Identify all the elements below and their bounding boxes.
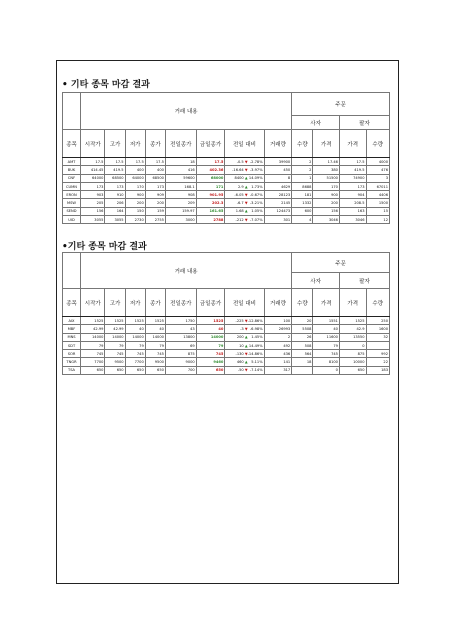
vol-cell: 8 <box>264 174 292 182</box>
q2-cell: 250 <box>366 317 390 325</box>
chg-cell <box>225 358 264 366</box>
low-cell: 64000 <box>125 174 145 182</box>
ticker-cell: SOR <box>63 350 81 358</box>
q1-cell: 508 <box>292 341 313 349</box>
prev-cell: 9000 <box>165 358 196 366</box>
close-cell: 173 <box>145 182 165 190</box>
high-cell: 79 <box>105 341 125 349</box>
prev-cell: 416 <box>165 166 196 174</box>
column-header: 가격 <box>339 130 366 158</box>
p1-cell: 0 <box>313 366 340 374</box>
change-percent: 14.09% <box>248 176 263 181</box>
change-value: -50 <box>237 368 244 373</box>
down-arrow-icon: ▼ <box>243 351 248 356</box>
ticker-cell: MBF <box>63 325 81 333</box>
ticker-cell: TSA <box>63 366 81 374</box>
vol-cell: 450 <box>264 166 292 174</box>
q1-cell: 600 <box>292 207 313 215</box>
column-header: 고가 <box>105 130 125 158</box>
low-cell: 900 <box>125 191 145 199</box>
chg-cell <box>225 174 264 182</box>
table-row <box>63 350 390 358</box>
down-arrow-icon: ▼ <box>243 217 248 222</box>
p2-cell: 163 <box>339 207 366 215</box>
q1-cell: 181 <box>292 191 313 199</box>
change-value: 1.68 <box>235 209 244 214</box>
vol-cell: 26993 <box>264 325 292 333</box>
p2-cell: 13550 <box>339 333 366 341</box>
close-cell: 200 <box>145 199 165 207</box>
chg-cell <box>225 199 264 207</box>
close-cell: 40 <box>145 325 165 333</box>
today-cell: 2788 <box>196 216 225 224</box>
close-cell: 9500 <box>145 358 165 366</box>
p1-cell: 40 <box>313 325 340 333</box>
table-row <box>63 199 390 207</box>
column-header: 종가 <box>145 289 165 317</box>
q1-cell: 2 <box>292 158 313 166</box>
trade-header: 거래 내용 <box>81 253 292 289</box>
high-cell: 9500 <box>105 358 125 366</box>
column-header: 금일종가 <box>196 289 225 317</box>
column-header: 수량 <box>366 289 390 317</box>
q2-cell: 992 <box>366 350 390 358</box>
p2-cell: 42.9 <box>339 325 366 333</box>
ticker-cell: UID <box>63 216 81 224</box>
p1-cell: 380 <box>313 166 340 174</box>
table-row <box>63 358 390 366</box>
chg-cell <box>225 207 264 215</box>
vol-cell: 301 <box>264 216 292 224</box>
up-arrow-icon: ▲ <box>243 176 248 181</box>
column-header: 가격 <box>313 130 340 158</box>
up-arrow-icon: ▲ <box>243 335 248 340</box>
low-cell: 79 <box>125 341 145 349</box>
chg-cell <box>225 333 264 341</box>
table-row <box>63 333 390 341</box>
change-value: 200 <box>236 335 244 340</box>
open-cell: 3055 <box>81 216 105 224</box>
ticker-cell: AIX <box>63 317 81 325</box>
p2-cell: 650 <box>339 366 366 374</box>
today-cell: 40 <box>196 325 225 333</box>
order-header: 주문 <box>292 253 390 273</box>
low-cell: 400 <box>125 166 145 174</box>
q2-cell <box>366 341 390 349</box>
high-cell: 164 <box>105 207 125 215</box>
high-cell: 206 <box>105 199 125 207</box>
table-row <box>63 366 390 374</box>
table-row <box>63 191 390 199</box>
sell-header: 사자 <box>292 273 340 289</box>
q1-cell: 5508 <box>292 325 313 333</box>
q2-cell: 12 <box>366 216 390 224</box>
chg-cell <box>225 182 264 190</box>
q1-cell: 1 <box>292 174 313 182</box>
high-cell: 419.5 <box>105 166 125 174</box>
p1-cell: 900 <box>313 191 340 199</box>
close-cell: 68500 <box>145 174 165 182</box>
today-cell: 17.5 <box>196 158 225 166</box>
p1-cell: 79 <box>313 341 340 349</box>
q1-cell: 20 <box>292 317 313 325</box>
p2-cell: 10000 <box>339 358 366 366</box>
column-header: 금일종가 <box>196 130 225 158</box>
open-cell: 414.45 <box>81 166 105 174</box>
column-header: 수량 <box>292 130 313 158</box>
down-arrow-icon: ▼ <box>243 192 248 197</box>
ticker-cell: CUMN <box>63 182 81 190</box>
change-percent: -6.98% <box>249 326 263 331</box>
column-header: 수량 <box>366 130 390 158</box>
close-cell: 745 <box>145 350 165 358</box>
prev-cell: 209 <box>165 199 196 207</box>
close-cell: 2755 <box>145 216 165 224</box>
vol-cell: 2 <box>264 333 292 341</box>
order-header: 주문 <box>292 93 390 116</box>
column-header: 고가 <box>105 289 125 317</box>
down-arrow-icon: ▼ <box>243 318 248 323</box>
p1-cell: 17.46 <box>313 158 340 166</box>
close-cell: 650 <box>145 366 165 374</box>
column-header: 전일 대비 <box>225 130 264 158</box>
p2-cell: 173 <box>339 182 366 190</box>
ticker-cell: MSW <box>63 199 81 207</box>
low-cell: 40 <box>125 325 145 333</box>
change-value: -16.64 <box>232 167 244 172</box>
open-cell: 1525 <box>81 317 105 325</box>
column-header: 전일 대비 <box>225 289 264 317</box>
change-percent: 1.45% <box>251 335 263 340</box>
column-header: 수량 <box>292 289 313 317</box>
q2-cell: 3 <box>366 174 390 182</box>
column-header: 종목 <box>63 130 81 158</box>
ticker-cell: MNS <box>63 333 81 341</box>
down-arrow-icon: ▼ <box>243 201 248 206</box>
chg-cell <box>225 158 264 166</box>
p2-cell: 1525 <box>339 317 366 325</box>
vol-cell: 4629 <box>264 182 292 190</box>
table-row <box>63 341 390 349</box>
open-cell: 903 <box>81 191 105 199</box>
low-cell: 745 <box>125 350 145 358</box>
chg-cell <box>225 325 264 333</box>
section-heading: •기타 종목 마감 결과 <box>62 242 147 252</box>
results-table <box>62 92 390 224</box>
trade-header: 거래 내용 <box>81 93 292 130</box>
q2-cell: 183 <box>366 366 390 374</box>
chg-cell <box>225 191 264 199</box>
q2-cell: 4406 <box>366 191 390 199</box>
sell-header: 사자 <box>292 116 340 130</box>
p1-cell: 170 <box>313 182 340 190</box>
column-header: 종가 <box>145 130 165 158</box>
p1-cell: 200 <box>313 199 340 207</box>
vol-cell: 124473 <box>264 207 292 215</box>
prev-cell: 69 <box>165 341 196 349</box>
q2-cell: 1600 <box>366 325 390 333</box>
close-cell: 1525 <box>145 317 165 325</box>
table-row <box>63 158 390 166</box>
close-cell: 79 <box>145 341 165 349</box>
down-arrow-icon: ▼ <box>243 159 248 164</box>
p1-cell: 8100 <box>313 358 340 366</box>
low-cell: 150 <box>125 207 145 215</box>
change-value: 10 <box>239 343 244 348</box>
today-cell: 79 <box>196 341 225 349</box>
open-cell: 7700 <box>81 358 105 366</box>
open-cell: 156 <box>81 207 105 215</box>
column-header: 거래량 <box>264 289 292 317</box>
prev-cell: 1750 <box>165 317 196 325</box>
p2-cell: 208.5 <box>339 199 366 207</box>
change-value: -6.7 <box>236 201 244 206</box>
q2-cell: 32 <box>366 333 390 341</box>
change-value: -3 <box>240 326 244 331</box>
change-value: -225 <box>235 318 244 323</box>
prev-cell: 43 <box>165 325 196 333</box>
close-cell: 17.5 <box>145 158 165 166</box>
open-cell: 205 <box>81 199 105 207</box>
vol-cell: 2145 <box>264 199 292 207</box>
change-percent: 14.49% <box>248 343 263 348</box>
high-cell: 910 <box>105 191 125 199</box>
chg-cell <box>225 166 264 174</box>
change-percent: -3.97% <box>249 167 263 172</box>
p2-cell: 74900 <box>339 174 366 182</box>
chg-cell <box>225 341 264 349</box>
p1-cell: 156 <box>313 207 340 215</box>
change-percent: 1.05% <box>251 209 263 214</box>
vol-cell: 317 <box>264 366 292 374</box>
column-header: 저가 <box>125 289 145 317</box>
ticker-cell: CNF <box>63 174 81 182</box>
change-percent: -2.78% <box>249 159 263 164</box>
p2-cell: 0 <box>339 341 366 349</box>
high-cell: 3055 <box>105 216 125 224</box>
ticker-cell: ERON <box>63 191 81 199</box>
change-value: -6.05 <box>234 192 244 197</box>
vol-cell: 436 <box>264 350 292 358</box>
high-cell: 68500 <box>105 174 125 182</box>
today-cell: 14000 <box>196 333 225 341</box>
today-cell: 901.95 <box>196 191 225 199</box>
column-header: 전일종가 <box>165 289 196 317</box>
table-row <box>63 317 390 325</box>
column-header: 가격 <box>339 289 366 317</box>
up-arrow-icon: ▲ <box>243 360 248 365</box>
ticker-cell: SDT <box>63 341 81 349</box>
column-header: 시작가 <box>81 130 105 158</box>
column-header: 전일종가 <box>165 130 196 158</box>
low-cell: 200 <box>125 199 145 207</box>
q2-cell: 4000 <box>366 158 390 166</box>
p2-cell: 904 <box>339 191 366 199</box>
today-cell: 402.36 <box>196 166 225 174</box>
p1-cell: 1551 <box>313 317 340 325</box>
q2-cell: 1500 <box>366 199 390 207</box>
p2-cell: 419.5 <box>339 166 366 174</box>
vol-cell: 141 <box>264 358 292 366</box>
high-cell: 173 <box>105 182 125 190</box>
vol-cell: 492 <box>264 341 292 349</box>
open-cell: 79 <box>81 341 105 349</box>
prev-cell: 700 <box>165 366 196 374</box>
up-arrow-icon: ▲ <box>243 209 248 214</box>
change-value: -212 <box>235 217 244 222</box>
prev-cell: 159.97 <box>165 207 196 215</box>
chg-cell <box>225 366 264 374</box>
up-arrow-icon: ▲ <box>243 184 248 189</box>
low-cell: 17.5 <box>125 158 145 166</box>
column-header: 가격 <box>313 289 340 317</box>
q1-cell: 1332 <box>292 199 313 207</box>
prev-cell: 908 <box>165 191 196 199</box>
change-percent: -3.21% <box>249 201 263 206</box>
ticker-cell: BUK <box>63 166 81 174</box>
ticker-cell: SEND <box>63 207 81 215</box>
p2-cell: 17.5 <box>339 158 366 166</box>
q2-cell: 67011 <box>366 182 390 190</box>
high-cell: 42.99 <box>105 325 125 333</box>
q2-cell: 22 <box>366 358 390 366</box>
today-cell: 745 <box>196 350 225 358</box>
prev-cell: 168.1 <box>165 182 196 190</box>
chg-cell <box>225 350 264 358</box>
today-cell: 171 <box>196 182 225 190</box>
high-cell: 650 <box>105 366 125 374</box>
low-cell: 650 <box>125 366 145 374</box>
table-row <box>63 216 390 224</box>
p1-cell: 51500 <box>313 174 340 182</box>
prev-cell: 875 <box>165 350 196 358</box>
prev-cell: 13800 <box>165 333 196 341</box>
change-value: 8400 <box>234 176 244 181</box>
open-cell: 14000 <box>81 333 105 341</box>
open-cell: 42.99 <box>81 325 105 333</box>
open-cell: 745 <box>81 350 105 358</box>
table-row <box>63 174 390 182</box>
column-header: 종목 <box>63 289 81 317</box>
down-arrow-icon: ▼ <box>243 167 248 172</box>
change-value: -130 <box>235 351 244 356</box>
change-value: 2.9 <box>237 184 244 189</box>
open-cell: 650 <box>81 366 105 374</box>
table-row <box>63 166 390 174</box>
change-percent: -7.14% <box>249 368 263 373</box>
today-cell: 161.65 <box>196 207 225 215</box>
q1-cell: 564 <box>292 350 313 358</box>
p2-cell: 3046 <box>339 216 366 224</box>
today-cell: 68000 <box>196 174 225 182</box>
change-value: 460 <box>236 360 244 365</box>
vol-cell: 100 <box>264 317 292 325</box>
close-cell: 909 <box>145 191 165 199</box>
open-cell: 64000 <box>81 174 105 182</box>
chg-cell <box>225 317 264 325</box>
q1-cell: 18 <box>292 358 313 366</box>
change-percent: -7.07% <box>249 217 263 222</box>
change-value: -0.5 <box>236 159 244 164</box>
q1-cell: 2 <box>292 166 313 174</box>
today-cell: 1525 <box>196 317 225 325</box>
q1-cell: 4 <box>292 216 313 224</box>
section-heading: • 기타 종목 마감 결과 <box>62 80 150 90</box>
change-percent: 1.73% <box>251 184 263 189</box>
results-table <box>62 252 390 375</box>
table-row <box>63 325 390 333</box>
high-cell: 17.5 <box>105 158 125 166</box>
p1-cell: 11600 <box>313 333 340 341</box>
p1-cell: 745 <box>313 350 340 358</box>
ticker-cell: AMT <box>63 158 81 166</box>
down-arrow-icon: ▼ <box>243 368 248 373</box>
prev-cell: 3000 <box>165 216 196 224</box>
close-cell: 159 <box>145 207 165 215</box>
vol-cell: 28123 <box>264 191 292 199</box>
ticker-cell: TNGR <box>63 358 81 366</box>
down-arrow-icon: ▼ <box>243 326 248 331</box>
close-cell: 14000 <box>145 333 165 341</box>
change-percent: 5.11% <box>251 360 263 365</box>
buy-header: 팔자 <box>339 116 389 130</box>
close-cell: 400 <box>145 166 165 174</box>
low-cell: 2730 <box>125 216 145 224</box>
today-cell: 9460 <box>196 358 225 366</box>
low-cell: 170 <box>125 182 145 190</box>
change-percent: -14.86% <box>247 351 263 356</box>
high-cell: 1525 <box>105 317 125 325</box>
column-header: 시작가 <box>81 289 105 317</box>
q2-cell: 15 <box>366 207 390 215</box>
low-cell: 14000 <box>125 333 145 341</box>
column-header: 거래량 <box>264 130 292 158</box>
high-cell: 14000 <box>105 333 125 341</box>
vol-cell: 39900 <box>264 158 292 166</box>
table-row <box>63 207 390 215</box>
table-row <box>63 182 390 190</box>
q2-cell: 476 <box>366 166 390 174</box>
chg-cell <box>225 216 264 224</box>
low-cell: 1525 <box>125 317 145 325</box>
change-percent: -12.86% <box>247 318 263 323</box>
open-cell: 173 <box>81 182 105 190</box>
p2-cell: 875 <box>339 350 366 358</box>
prev-cell: 18 <box>165 158 196 166</box>
buy-header: 팔자 <box>339 273 389 289</box>
today-cell: 202.3 <box>196 199 225 207</box>
up-arrow-icon: ▲ <box>243 343 248 348</box>
high-cell: 745 <box>105 350 125 358</box>
q1-cell <box>292 366 313 374</box>
prev-cell: 59600 <box>165 174 196 182</box>
q1-cell: 26 <box>292 333 313 341</box>
open-cell: 17.5 <box>81 158 105 166</box>
low-cell: 7700 <box>125 358 145 366</box>
q1-cell: 8688 <box>292 182 313 190</box>
p1-cell: 3046 <box>313 216 340 224</box>
change-percent: -0.67% <box>249 192 263 197</box>
column-header: 저가 <box>125 130 145 158</box>
today-cell: 650 <box>196 366 225 374</box>
